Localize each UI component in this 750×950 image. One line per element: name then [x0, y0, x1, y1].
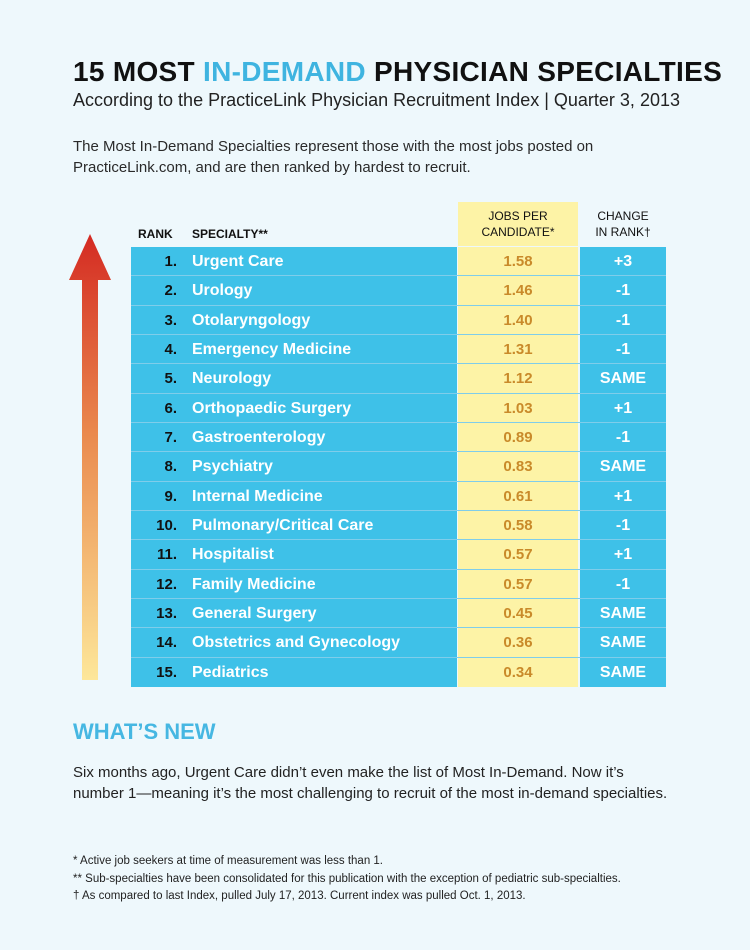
- change-in-rank-value: SAME: [580, 364, 666, 393]
- jobs-per-candidate-value: 1.12: [458, 364, 578, 393]
- header-jobs-line1: JOBS PER: [488, 209, 548, 223]
- table-row: [131, 570, 666, 599]
- change-in-rank-value: -1: [580, 511, 666, 540]
- specialty-cell: [131, 306, 457, 335]
- specialty-name: Emergency Medicine: [192, 340, 352, 358]
- rank-number: 12.: [156, 575, 177, 593]
- change-in-rank-value: SAME: [580, 452, 666, 481]
- table-row: [131, 276, 666, 305]
- page-title: [73, 56, 722, 88]
- change-in-rank-value: SAME: [580, 628, 666, 657]
- specialty-cell: [131, 394, 457, 423]
- specialty-name: Pulmonary/Critical Care: [192, 516, 374, 534]
- rank-number: 11.: [156, 546, 177, 564]
- whats-new-heading: WHAT’S NEW: [73, 719, 216, 744]
- header-jobs-per-candidate: [458, 202, 578, 246]
- specialty-name: Hospitalist: [192, 546, 274, 564]
- title-part2: PHYSICIAN SPECIALTIES: [365, 56, 723, 87]
- specialty-cell: [131, 452, 457, 481]
- jobs-per-candidate-value: 0.58: [458, 511, 578, 540]
- table-row: [131, 658, 666, 687]
- jobs-per-candidate-value: 1.58: [458, 247, 578, 276]
- specialty-cell: [131, 364, 457, 393]
- change-in-rank-value: +1: [580, 540, 666, 569]
- jobs-per-candidate-value: 0.83: [458, 452, 578, 481]
- specialty-cell: [131, 599, 457, 628]
- footnotes: [73, 853, 693, 906]
- change-in-rank-value: -1: [580, 423, 666, 452]
- table-row: [131, 540, 666, 569]
- specialty-name: Urology: [192, 282, 253, 300]
- specialty-cell: [131, 247, 457, 276]
- specialty-name: Gastroenterology: [192, 428, 326, 446]
- jobs-per-candidate-value: 0.89: [458, 423, 578, 452]
- rank-number: 14.: [156, 634, 177, 652]
- specialty-name: Urgent Care: [192, 253, 284, 270]
- intro-paragraph: The Most In-Demand Specialties represent those with the most jobs posted on PracticeLink.com, and are then ranked by hardest to recruit.: [73, 138, 594, 176]
- header-change-line1: CHANGE: [597, 209, 649, 223]
- jobs-per-candidate-value: 0.36: [458, 628, 578, 657]
- specialty-cell: [131, 482, 457, 511]
- rank-number: 13.: [156, 604, 177, 622]
- specialty-name: Neurology: [192, 370, 272, 388]
- change-in-rank-value: +1: [580, 482, 666, 511]
- up-arrow-icon: [67, 232, 113, 684]
- table-row: [131, 335, 666, 364]
- rank-number: 2.: [164, 282, 177, 300]
- specialty-cell: [131, 335, 457, 364]
- specialty-cell: [131, 540, 457, 569]
- table-row: [131, 394, 666, 423]
- change-in-rank-value: SAME: [580, 658, 666, 687]
- table-row: [131, 482, 666, 511]
- table-row: [131, 452, 666, 481]
- rank-number: 1.: [164, 253, 177, 270]
- specialty-name: Psychiatry: [192, 458, 273, 476]
- table-row: [131, 306, 666, 335]
- jobs-per-candidate-value: 0.61: [458, 482, 578, 511]
- specialty-cell: [131, 658, 457, 687]
- table-row: [131, 511, 666, 540]
- rank-number: 9.: [164, 487, 177, 505]
- table-row: [131, 247, 666, 276]
- specialty-name: Obstetrics and Gynecology: [192, 634, 401, 652]
- specialty-cell: [131, 511, 457, 540]
- specialty-name: Otolaryngology: [192, 311, 311, 329]
- footnote: ** Sub-specialties have been consolidated for this publication with the exception of pediatric sub-specialties.: [73, 872, 621, 885]
- change-in-rank-value: SAME: [580, 599, 666, 628]
- jobs-per-candidate-value: 0.45: [458, 599, 578, 628]
- header-change-in-rank: [580, 202, 666, 246]
- footnote: * Active job seekers at time of measurement was less than 1.: [73, 855, 384, 867]
- specialty-name: General Surgery: [192, 604, 317, 622]
- page-subtitle: According to the PracticeLink Physician Recruitment Index | Quarter 3, 2013: [73, 90, 680, 110]
- specialty-name: Internal Medicine: [192, 487, 323, 505]
- rank-number: 15.: [156, 663, 177, 681]
- rank-number: 3.: [164, 311, 177, 329]
- jobs-per-candidate-value: 1.03: [458, 394, 578, 423]
- title-highlight: IN-DEMAND: [203, 56, 366, 87]
- jobs-per-candidate-value: 0.34: [458, 658, 578, 687]
- jobs-per-candidate-value: 1.40: [458, 306, 578, 335]
- specialty-name: Family Medicine: [192, 575, 316, 593]
- specialty-cell: [131, 276, 457, 305]
- header-jobs-line2: CANDIDATE*: [481, 225, 555, 239]
- change-in-rank-value: +1: [580, 394, 666, 423]
- jobs-per-candidate-value: 0.57: [458, 570, 578, 599]
- specialties-table: [131, 247, 666, 687]
- specialty-cell: [131, 570, 457, 599]
- rank-number: 5.: [164, 370, 177, 388]
- specialty-name: Orthopaedic Surgery: [192, 399, 352, 417]
- specialty-cell: [131, 423, 457, 452]
- header-specialty: SPECIALTY**: [192, 227, 268, 241]
- header-rank: RANK: [138, 227, 173, 241]
- title-part1: 15 MOST: [73, 56, 203, 87]
- table-row: [131, 628, 666, 657]
- rank-number: 6.: [164, 399, 177, 417]
- change-in-rank-value: -1: [580, 276, 666, 305]
- rank-number: 7.: [164, 428, 177, 446]
- whats-new-body: Six months ago, Urgent Care didn’t even make the list of Most In-Demand. Now it’s number 1—meaning it’s the most challenging to recruit of the most in-demand specialties.: [73, 764, 668, 802]
- specialty-cell: [131, 628, 457, 657]
- table-row: [131, 364, 666, 393]
- jobs-per-candidate-value: 0.57: [458, 540, 578, 569]
- table-row: [131, 423, 666, 452]
- header-change-line2: IN RANK†: [595, 225, 651, 239]
- change-in-rank-value: -1: [580, 306, 666, 335]
- change-in-rank-value: +3: [580, 247, 666, 276]
- footnote: † As compared to last Index, pulled July 17, 2013. Current index was pulled Oct. 1, 2013.: [73, 890, 526, 902]
- table-row: [131, 599, 666, 628]
- change-in-rank-value: -1: [580, 570, 666, 599]
- rank-number: 4.: [164, 340, 177, 358]
- change-in-rank-value: -1: [580, 335, 666, 364]
- jobs-per-candidate-value: 1.46: [458, 276, 578, 305]
- rank-number: 8.: [164, 458, 177, 476]
- specialty-name: Pediatrics: [192, 663, 269, 681]
- jobs-per-candidate-value: 1.31: [458, 335, 578, 364]
- rank-number: 10.: [156, 516, 177, 534]
